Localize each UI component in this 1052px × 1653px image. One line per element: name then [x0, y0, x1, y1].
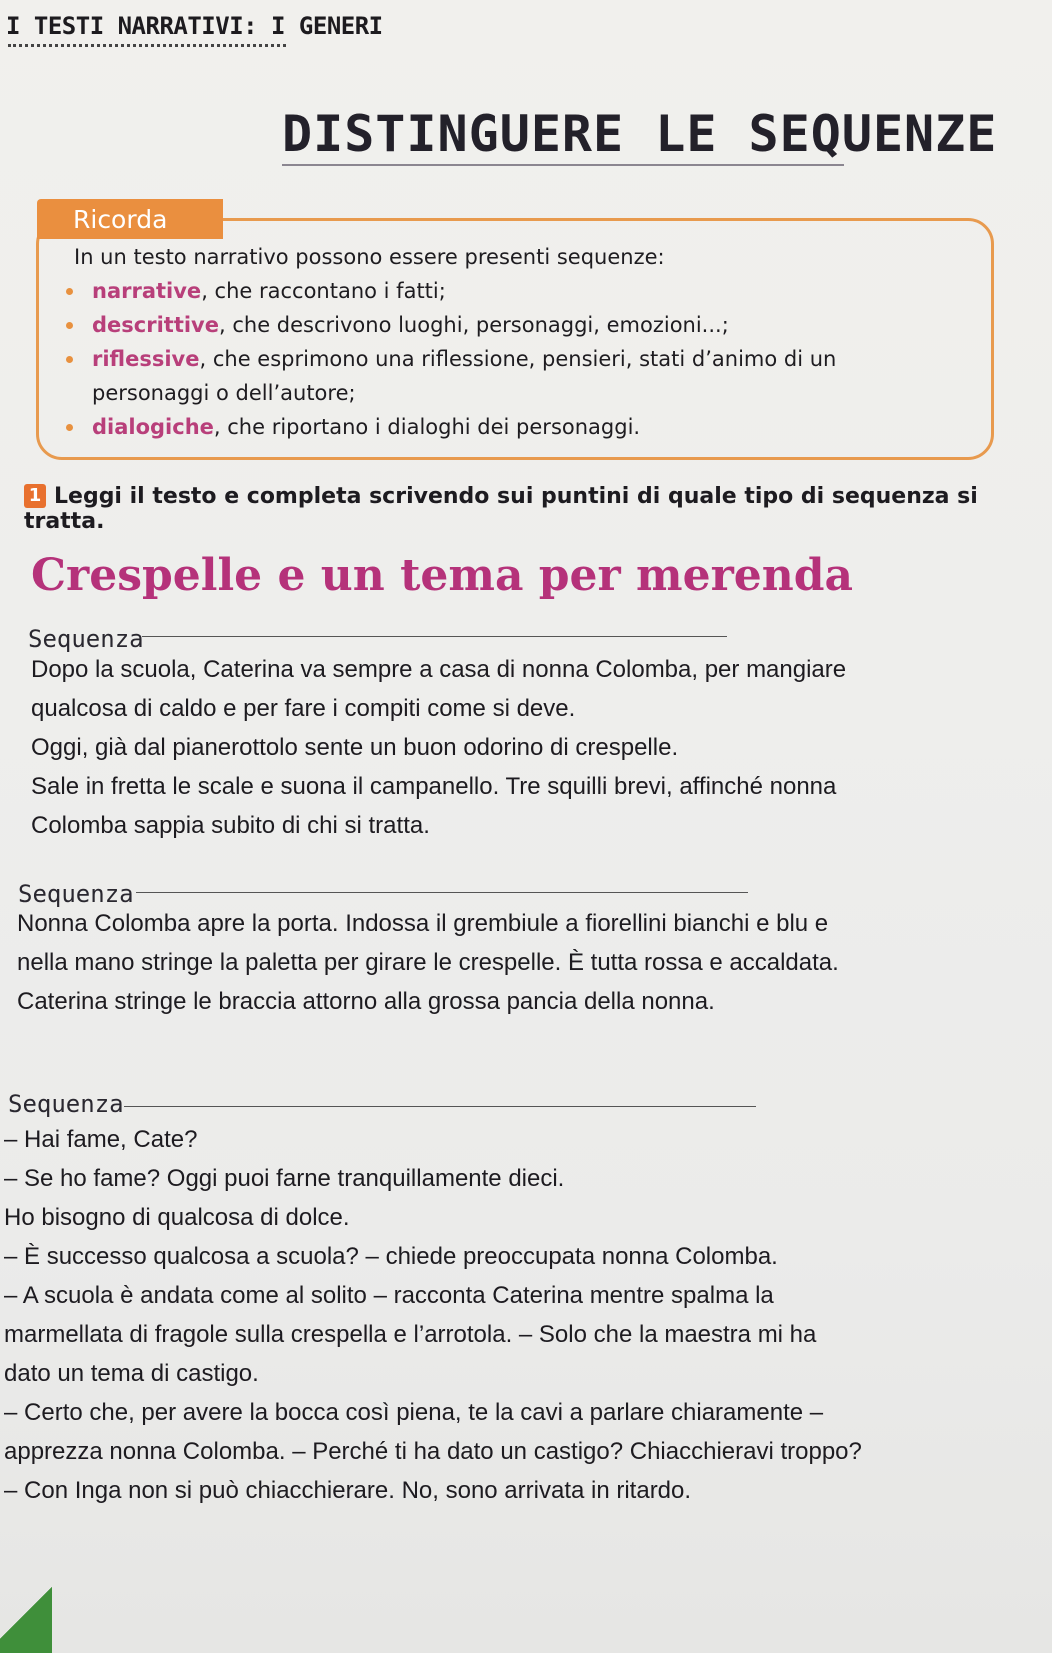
sequence-text: [4, 1120, 862, 1510]
exercise-text: Leggi il testo e completa scrivendo sui puntini di quale tipo di sequenza si tratta.: [24, 484, 978, 534]
ricorda-content: [74, 240, 982, 444]
text-line: Oggi, già dal pianerottolo sente un buon odorino di crespelle.: [31, 734, 679, 761]
text-line: – Hai fame, Cate?: [4, 1126, 198, 1153]
text-line: Caterina stringe le braccia attorno alla grossa pancia della nonna.: [17, 988, 715, 1015]
text-line: – A scuola è andata come al solito – racconta Caterina mentre spalma la: [4, 1282, 774, 1309]
sequence-label: Sequenza: [8, 1090, 124, 1118]
sequence-text: [31, 650, 846, 845]
text-line: apprezza nonna Colomba. – Perché ti ha dato un castigo? Chiacchieravi troppo?: [4, 1438, 862, 1465]
sequence-answer-line[interactable]: [136, 892, 748, 893]
sequence-text: [17, 904, 839, 1021]
sequence-label: Sequenza: [18, 880, 134, 908]
list-item-narrative: narrative, che raccontano i fatti;: [92, 274, 982, 308]
sequence-answer-line[interactable]: [142, 636, 727, 637]
text-line: – Con Inga non si può chiacchierare. No, sono arrivata in ritardo.: [4, 1477, 692, 1504]
text-line: Dopo la scuola, Caterina va sempre a casa di nonna Colomba, per mangiare: [31, 656, 847, 683]
sequence-answer-line[interactable]: [124, 1106, 756, 1107]
section-header: I TESTI NARRATIVI: I GENERI: [6, 12, 383, 40]
list-item-dialogiche: dialogiche, che riportano i dialoghi dei personaggi.: [92, 410, 982, 444]
text-line: Colomba sappia subito di chi si tratta.: [31, 812, 430, 839]
exercise-instruction: [24, 484, 1044, 534]
text-line: – È successo qualcosa a scuola? – chiede preoccupata nonna Colomba.: [4, 1243, 778, 1270]
text-line: – Certo che, per avere la bocca così piena, te la cavi a parlare chiaramente –: [4, 1399, 824, 1426]
list-item-descrittive: descrittive, che descrivono luoghi, personaggi, emozioni...;: [92, 308, 982, 342]
exercise-number: 1: [24, 484, 46, 508]
text-line: marmellata di fragole sulla crespella e l’arrotola. – Solo che la maestra mi ha: [4, 1321, 817, 1348]
decorative-corner: [0, 1573, 52, 1653]
dotted-divider: [8, 44, 286, 47]
text-line: Sale in fretta le scale e suona il campanello. Tre squilli brevi, affinché nonna: [31, 773, 837, 800]
text-line: Ho bisogno di qualcosa di dolce.: [4, 1204, 350, 1231]
text-line: Nonna Colomba apre la porta. Indossa il grembiule a fiorellini bianchi e blu e: [17, 910, 829, 937]
text-line: qualcosa di caldo e per fare i compiti come si deve.: [31, 695, 576, 722]
text-line: – Se ho fame? Oggi puoi farne tranquillamente dieci.: [4, 1165, 565, 1192]
ricorda-label: Ricorda: [73, 205, 168, 234]
text-line: nella mano stringe la paletta per girare le crespelle. È tutta rossa e accaldata.: [17, 949, 839, 976]
title-underline: [282, 164, 844, 166]
page-title: DISTINGUERE LE SEQUENZE: [282, 105, 998, 163]
list-item-riflessive-cont: personaggi o dell’autore;: [92, 381, 356, 405]
sequence-types-list: [92, 274, 982, 444]
ricorda-intro: In un testo narrativo possono essere presenti sequenze:: [74, 245, 665, 269]
list-item-riflessive: riflessive, che esprimono una riflessione, pensieri, stati d’animo di un: [92, 342, 982, 376]
story-title: Crespelle e un tema per merenda: [31, 550, 854, 601]
text-line: dato un tema di castigo.: [4, 1360, 259, 1387]
sequence-label: Sequenza: [28, 625, 144, 653]
